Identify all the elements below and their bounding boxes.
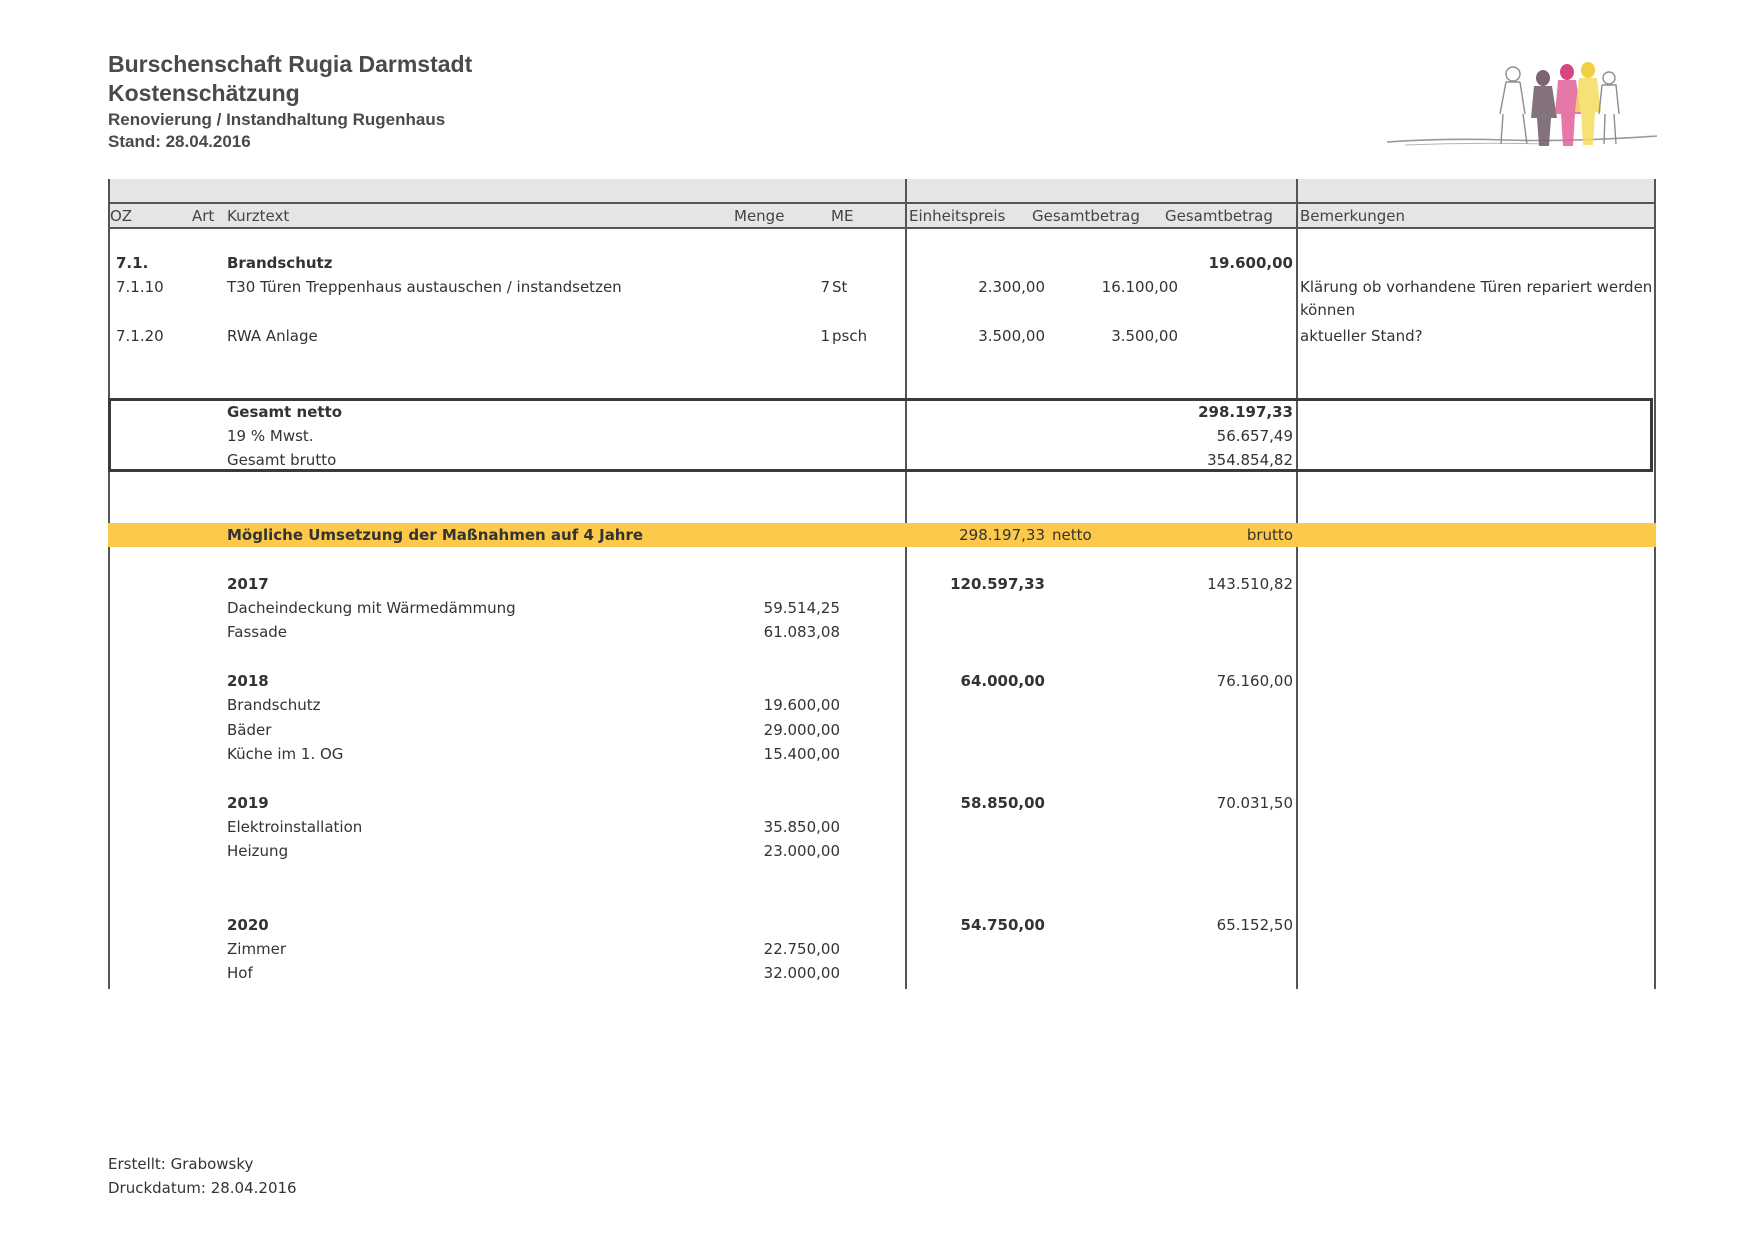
organization-name: Burschenschaft Rugia Darmstadt bbox=[108, 51, 473, 77]
position-remark: Klärung ob vorhandene Türen repariert werden bbox=[1300, 278, 1653, 296]
plan-net-label: netto bbox=[1052, 526, 1092, 544]
col-header-me: ME bbox=[831, 207, 854, 225]
plan-item-name: Zimmer bbox=[227, 940, 287, 958]
document-footer bbox=[108, 1152, 297, 1200]
header-rule-bottom bbox=[108, 227, 1656, 229]
document-header bbox=[108, 50, 472, 153]
column-rule-middle bbox=[905, 179, 907, 989]
plan-item-amount: 19.600,00 bbox=[763, 696, 840, 714]
print-date-line: Druckdatum: 28.04.2016 bbox=[108, 1179, 297, 1197]
position-quantity: 1 bbox=[820, 327, 830, 345]
col-header-kurztext: Kurztext bbox=[227, 207, 290, 225]
position-text: T30 Türen Treppenhaus austauschen / instandsetzen bbox=[227, 278, 622, 296]
plan-year-gross: 65.152,50 bbox=[1216, 916, 1293, 934]
plan-year-gross: 70.031,50 bbox=[1216, 794, 1293, 812]
column-rule-remarks bbox=[1296, 179, 1298, 989]
plan-item-name: Hof bbox=[227, 964, 253, 982]
plan-gross-label: brutto bbox=[1246, 526, 1293, 544]
col-header-menge: Menge bbox=[734, 207, 785, 225]
position-oz: 7.1.10 bbox=[116, 278, 164, 296]
total-gross-value: 354.854,82 bbox=[1207, 451, 1293, 469]
plan-item-name: Heizung bbox=[227, 842, 289, 860]
table-top-band bbox=[108, 179, 1656, 203]
section-oz: 7.1. bbox=[116, 254, 149, 272]
plan-year-label: 2019 bbox=[227, 794, 269, 812]
plan-item-amount: 15.400,00 bbox=[763, 745, 840, 763]
plan-year-net: 64.000,00 bbox=[960, 672, 1045, 690]
position-oz: 7.1.20 bbox=[116, 327, 164, 345]
document-date: Stand: 28.04.2016 bbox=[108, 132, 251, 151]
position-unit: St bbox=[832, 278, 848, 296]
position-remark-continued: können bbox=[1300, 301, 1356, 319]
col-header-oz: OZ bbox=[110, 207, 133, 225]
vat-label: 19 % Mwst. bbox=[227, 427, 314, 445]
position-text: RWA Anlage bbox=[227, 327, 318, 345]
header-rule-top bbox=[108, 202, 1656, 204]
position-total: 3.500,00 bbox=[1111, 327, 1178, 345]
plan-item-amount: 32.000,00 bbox=[763, 964, 840, 982]
plan-item-amount: 61.083,08 bbox=[763, 623, 840, 641]
plan-item-amount: 35.850,00 bbox=[763, 818, 840, 836]
plan-item-name: Dacheindeckung mit Wärmedämmung bbox=[227, 599, 516, 617]
position-unit-price: 3.500,00 bbox=[978, 327, 1045, 345]
total-net-label: Gesamt netto bbox=[227, 403, 343, 421]
plan-item-name: Elektroinstallation bbox=[227, 818, 363, 836]
total-net-value: 298.197,33 bbox=[1198, 403, 1293, 421]
plan-year-gross: 76.160,00 bbox=[1216, 672, 1293, 690]
position-quantity: 7 bbox=[820, 278, 830, 296]
plan-item-amount: 59.514,25 bbox=[763, 599, 840, 617]
position-remark: aktueller Stand? bbox=[1300, 327, 1423, 345]
document-title: Kostenschätzung bbox=[108, 80, 300, 106]
plan-year-gross: 143.510,82 bbox=[1207, 575, 1293, 593]
plan-item-name: Küche im 1. OG bbox=[227, 745, 344, 763]
plan-year-label: 2018 bbox=[227, 672, 269, 690]
plan-year-net: 120.597,33 bbox=[950, 575, 1045, 593]
position-unit-price: 2.300,00 bbox=[978, 278, 1045, 296]
plan-item-amount: 23.000,00 bbox=[763, 842, 840, 860]
author-line: Erstellt: Grabowsky bbox=[108, 1155, 254, 1173]
plan-item-name: Fassade bbox=[227, 623, 288, 641]
section-title: Brandschutz bbox=[227, 254, 333, 272]
plan-year-label: 2020 bbox=[227, 916, 269, 934]
col-header-bemerkungen: Bemerkungen bbox=[1300, 207, 1406, 225]
col-header-gesamtbetrag-total: Gesamtbetrag bbox=[1165, 207, 1273, 225]
section-total: 19.600,00 bbox=[1208, 254, 1293, 272]
plan-item-name: Brandschutz bbox=[227, 696, 321, 714]
col-header-gesamtbetrag-position: Gesamtbetrag bbox=[1032, 207, 1140, 225]
cost-estimate-table bbox=[108, 179, 1656, 989]
plan-item-amount: 22.750,00 bbox=[763, 940, 840, 958]
column-rule-right bbox=[1654, 179, 1656, 989]
vat-value: 56.657,49 bbox=[1216, 427, 1293, 445]
people-sketch-logo bbox=[1385, 52, 1660, 177]
plan-net-value: 298.197,33 bbox=[959, 526, 1045, 544]
position-unit: psch bbox=[832, 327, 868, 345]
total-gross-label: Gesamt brutto bbox=[227, 451, 337, 469]
table-header-band bbox=[108, 204, 1656, 227]
plan-title: Mögliche Umsetzung der Maßnahmen auf 4 Jahre bbox=[227, 526, 644, 544]
plan-item-name: Bäder bbox=[227, 721, 272, 739]
column-rule-left bbox=[108, 179, 110, 989]
plan-year-net: 58.850,00 bbox=[960, 794, 1045, 812]
plan-item-amount: 29.000,00 bbox=[763, 721, 840, 739]
col-header-art: Art bbox=[192, 207, 215, 225]
plan-year-label: 2017 bbox=[227, 575, 269, 593]
position-total: 16.100,00 bbox=[1101, 278, 1178, 296]
col-header-einheitspreis: Einheitspreis bbox=[909, 207, 1006, 225]
document-subtitle: Renovierung / Instandhaltung Rugenhaus bbox=[108, 110, 446, 129]
plan-year-net: 54.750,00 bbox=[960, 916, 1045, 934]
